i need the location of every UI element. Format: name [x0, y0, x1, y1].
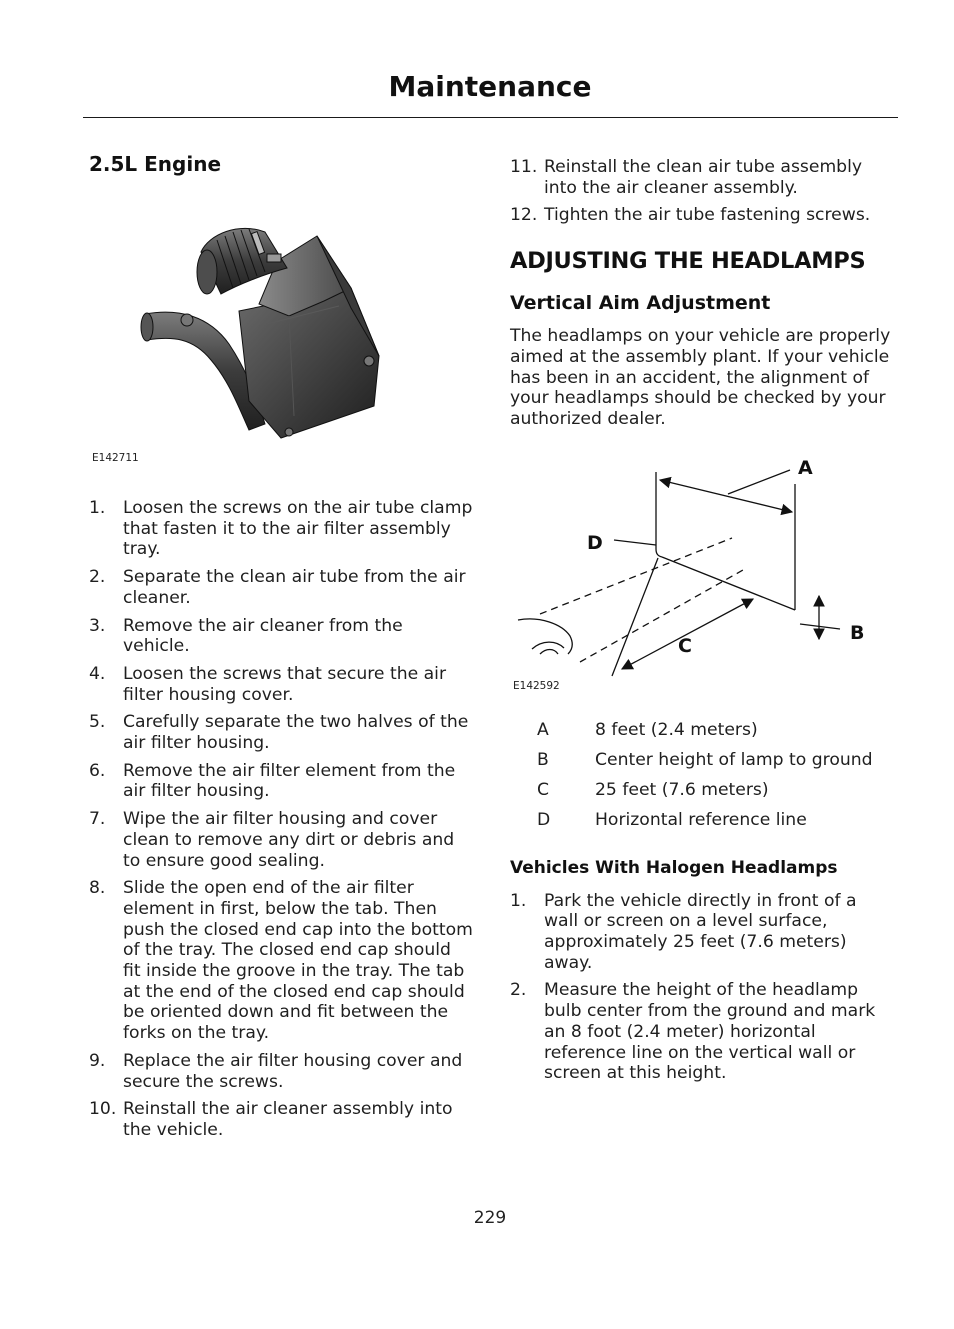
legend-value: Horizontal reference line [595, 809, 807, 830]
halogen-heading: Vehicles With Halogen Headlamps [510, 857, 838, 878]
step-number: 6. [89, 760, 106, 781]
list-item [89, 616, 473, 657]
legend-value: 8 feet (2.4 meters) [595, 719, 758, 740]
figure-code: E142592 [513, 679, 560, 692]
step-text: Loosen the screws that secure the air filter housing cover. [123, 663, 447, 705]
label-d: D [587, 531, 603, 554]
right-step-list-top [510, 157, 895, 226]
step-text: Remove the air filter element from the air filter housing. [123, 760, 456, 802]
list-item [89, 1099, 473, 1140]
step-text: Tighten the air tube fastening screws. [544, 205, 871, 226]
list-item [510, 157, 895, 198]
section-title: ADJUSTING THE HEADLAMPS [510, 248, 866, 275]
label-b: B [850, 621, 865, 644]
list-item [510, 980, 895, 1084]
step-number: 2. [510, 980, 527, 1001]
headlamp-diagram [510, 444, 895, 712]
air-cleaner-figure [89, 176, 473, 468]
step-number: 11. [510, 157, 538, 177]
engine-heading: 2.5L Engine [89, 152, 222, 176]
list-item [89, 878, 473, 1044]
list-item [510, 205, 895, 226]
headlamp-aim-illustration [510, 444, 895, 694]
step-number: 1. [89, 498, 106, 518]
step-text: Separate the clean air tube from the air cleaner. [123, 567, 466, 608]
right-column [510, 152, 895, 1091]
label-a: A [798, 456, 813, 479]
air-cleaner-illustration [89, 176, 473, 468]
step-number: 2. [89, 567, 106, 588]
step-number: 12. [510, 205, 538, 226]
step-text: Reinstall the air cleaner assembly into the vehicle. [123, 1099, 453, 1140]
step-number: 7. [89, 809, 106, 830]
step-number: 5. [89, 712, 106, 733]
figure-code: E142711 [92, 452, 139, 464]
intro-paragraph: The headlamps on your vehicle are properly aimed at the assembly plant. If your vehicle has been in an accident, the alignment of your headlamps should be checked by your authorized dealer. [510, 326, 891, 429]
list-item [89, 1051, 473, 1092]
legend-value: Center height of lamp to ground [595, 749, 873, 770]
list-item [89, 761, 473, 802]
legend-key: A [537, 719, 549, 740]
legend-key: C [537, 779, 550, 800]
step-text: Park the vehicle directly in front of a wall or screen on a level surface, approximately 25 feet (7.6 meters) away. [544, 890, 857, 973]
list-item [89, 498, 473, 560]
diagram-legend [537, 720, 873, 840]
step-number: 4. [89, 663, 106, 684]
step-text: Wipe the air filter housing and cover clean to remove any dirt or debris and to ensure good sealing. [123, 809, 455, 871]
list-item [89, 567, 473, 608]
step-number: 1. [510, 890, 527, 911]
list-item [89, 809, 473, 871]
label-c: C [678, 634, 692, 657]
step-text: Carefully separate the two halves of the air filter housing. [123, 712, 469, 754]
list-item [510, 891, 895, 974]
table-row [537, 720, 873, 750]
subsection-title: Vertical Aim Adjustment [510, 292, 771, 315]
halogen-step-list [510, 891, 895, 1084]
table-row [537, 780, 873, 810]
legend-key: D [537, 809, 551, 830]
page-number: 229 [473, 1208, 507, 1228]
step-text: Measure the height of the headlamp bulb center from the ground and mark an 8 foot (2.4 meter) horizontal reference line on the vertical wall or screen at this height. [544, 980, 876, 1084]
step-number: 9. [89, 1050, 106, 1071]
legend-value: 25 feet (7.6 meters) [595, 779, 769, 800]
list-item [89, 712, 473, 753]
header-divider [83, 117, 898, 118]
step-text: Remove the air cleaner from the vehicle. [123, 615, 403, 657]
step-number: 3. [89, 615, 106, 636]
step-number: 8. [89, 878, 106, 899]
list-item [89, 664, 473, 705]
step-text: Slide the open end of the air filter element in first, below the tab. Then push the closed end cap into the bottom of the tray. The closed end cap should fit inside the groove in the tray. The tab at the end of the closed end cap should be oriented down and fit between the forks on the tray. [123, 878, 473, 1044]
legend-key: B [537, 749, 549, 770]
table-row [537, 810, 873, 840]
step-number: 10. [89, 1099, 117, 1120]
step-text: Loosen the screws on the air tube clamp that fasten it to the air filter assembly tray. [123, 498, 473, 560]
step-text: Reinstall the clean air tube assembly into the air cleaner assembly. [544, 157, 863, 198]
left-step-list [89, 498, 473, 1141]
left-column [89, 152, 473, 1148]
table-row [537, 750, 873, 780]
step-text: Replace the air filter housing cover and secure the screws. [123, 1050, 463, 1092]
page-title: Maintenance [388, 70, 592, 103]
